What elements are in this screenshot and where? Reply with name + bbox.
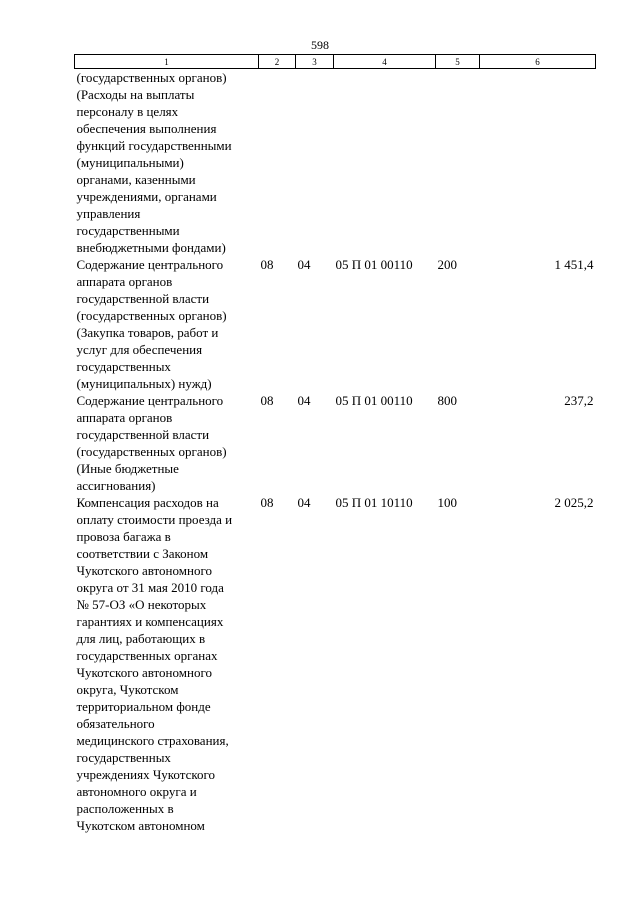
row-expense-type: 200: [437, 257, 457, 272]
row-section: 08: [260, 393, 274, 408]
row-target-article: 05 П 01 00110: [335, 257, 413, 272]
row-expense-type: [436, 69, 480, 257]
column-header-5: 5: [436, 55, 480, 69]
column-header-6: 6: [480, 55, 596, 69]
table-header: [75, 55, 596, 69]
column-header-2: 2: [259, 55, 296, 69]
table-row: [75, 494, 596, 834]
row-target-article: 05 П 01 00110: [335, 393, 413, 408]
row-description: Компенсация расходов на оплату стоимости проезда и провоза багажа в соответствии с Законом Чукотского автономного округа от 31 мая 2010 года № 57-ОЗ «О некоторых гарантиях и компенсациях для лиц, работающих в государственных органах Чукотского автономного округа, Чукотском территориальном фонде обязательного медицинского страхования, государственных учреждениях Чукотского автономного округа и расположенных в Чукотском автономном: [76, 495, 233, 833]
row-expense-type: 800: [437, 393, 457, 408]
row-subsection: [296, 69, 334, 257]
row-target-article: 05 П 01 10110: [335, 495, 413, 510]
row-section: [259, 69, 296, 257]
row-amount: [480, 69, 596, 257]
column-header-3: 3: [296, 55, 334, 69]
row-subsection: 04: [297, 495, 311, 510]
column-header-4: 4: [334, 55, 436, 69]
row-description: Содержание центрального аппарата органов государственной власти (государственных органов) (Иные бюджетные ассигнования): [76, 393, 227, 493]
column-header-1: 1: [75, 55, 259, 69]
row-expense-type: 100: [437, 495, 457, 510]
page-number: 598: [311, 38, 329, 52]
row-amount: 2 025,2: [554, 495, 594, 510]
table-row: [75, 69, 596, 257]
header-row: [75, 55, 596, 69]
row-amount: 1 451,4: [554, 257, 594, 272]
table-row: [75, 392, 596, 494]
row-section: 08: [260, 257, 274, 272]
budget-table: [74, 54, 596, 834]
table-row: [75, 256, 596, 392]
row-target-article: [334, 69, 436, 257]
row-description: Содержание центрального аппарата органов государственной власти (государственных органов) (Закупка товаров, работ и услуг для обеспечения государственных (муниципальных) нужд): [76, 257, 227, 391]
row-subsection: 04: [297, 393, 311, 408]
table-body: [75, 69, 596, 835]
row-description: (государственных органов) (Расходы на выплаты персоналу в целях обеспечения выполнения функций государственными (муниципальными) органами, казенными учреждениями, органами управления государственными внебюджетными фондами): [76, 70, 232, 255]
row-amount: 237,2: [564, 393, 594, 408]
row-section: 08: [260, 495, 274, 510]
row-subsection: 04: [297, 257, 311, 272]
